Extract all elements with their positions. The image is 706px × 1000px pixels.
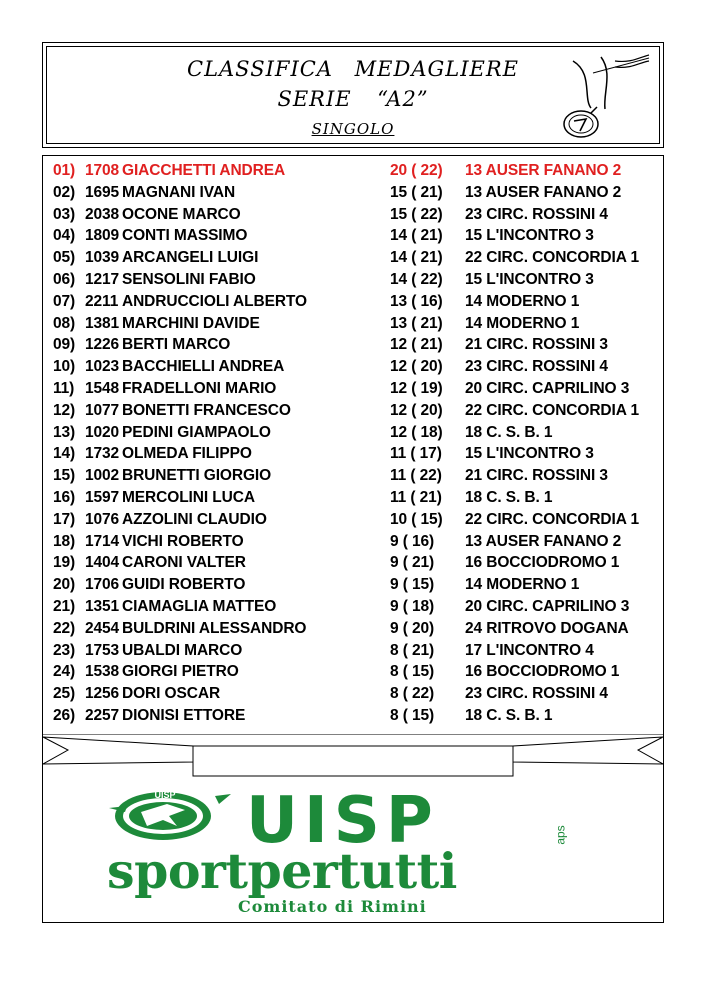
row-name: OCONE MARCO [122, 205, 241, 223]
row-score: 14 ( 21) [390, 249, 443, 267]
row-team: 18 C. S. B. 1 [465, 423, 553, 441]
row-team: 21 CIRC. ROSSINI 3 [465, 336, 608, 354]
row-score: 12 ( 20) [390, 401, 443, 419]
row-rank: 10) [53, 358, 76, 376]
row-score: 11 ( 21) [390, 488, 442, 506]
row-name: BRUNETTI GIORGIO [122, 467, 272, 485]
row-rank: 18) [53, 532, 76, 550]
row-code: 1548 [85, 379, 120, 397]
row-name: VICHI ROBERTO [122, 532, 244, 550]
row-code: 1714 [85, 532, 120, 550]
row-rank: 11) [53, 379, 75, 397]
row-rank: 21) [53, 597, 76, 615]
row-name: MERCOLINI LUCA [122, 488, 255, 506]
row-rank: 17) [53, 510, 76, 528]
row-score: 12 ( 21) [390, 336, 443, 354]
row-code: 2257 [85, 706, 120, 724]
row-rank: 24) [53, 663, 76, 681]
row-team: 23 CIRC. ROSSINI 4 [465, 358, 608, 376]
row-team: 18 C. S. B. 1 [465, 706, 553, 724]
row-code: 1256 [85, 685, 120, 703]
row-score: 9 ( 16) [390, 532, 435, 550]
row-code: 1404 [85, 554, 120, 572]
row-code: 1076 [85, 510, 120, 528]
row-code: 1753 [85, 641, 120, 659]
row-code: 1023 [85, 358, 120, 376]
row-code: 1732 [85, 445, 120, 463]
row-team: 13 AUSER FANANO 2 [465, 183, 622, 201]
row-name: FRADELLONI MARIO [122, 379, 277, 397]
row-team: 18 C. S. B. 1 [465, 488, 553, 506]
row-name: ARCANGELI LUIGI [122, 249, 259, 267]
runner-badge-icon [107, 786, 239, 850]
row-score: 11 ( 17) [390, 445, 442, 463]
row-score: 12 ( 18) [390, 423, 443, 441]
row-team: 14 MODERNO 1 [465, 576, 580, 594]
row-name: BACCHIELLI ANDREA [122, 358, 285, 376]
row-name: SENSOLINI FABIO [122, 270, 256, 288]
ranking-list [42, 155, 664, 923]
row-code: 1351 [85, 597, 120, 615]
row-score: 20 ( 22) [390, 162, 443, 179]
row-score: 9 ( 21) [390, 554, 435, 572]
row-team: 24 RITROVO DOGANA [465, 619, 629, 637]
row-name: BULDRINI ALESSANDRO [122, 619, 307, 637]
title-line-1: CLASSIFICA MEDAGLIERE [187, 57, 519, 81]
row-rank: 15) [53, 467, 76, 485]
row-rank: 06) [53, 270, 76, 288]
row-rank: 14) [53, 445, 76, 463]
row-rank: 25) [53, 685, 76, 703]
row-rank: 12) [53, 401, 76, 419]
row-code: 2211 [85, 292, 119, 310]
logo-brand: UISP [246, 784, 439, 858]
row-name: DORI OSCAR [122, 685, 221, 703]
row-rank: 19) [53, 554, 76, 572]
row-rank: 03) [53, 205, 76, 223]
header-inner-border [46, 46, 660, 144]
row-score: 12 ( 19) [390, 379, 443, 397]
row-name: GUIDI ROBERTO [122, 576, 246, 594]
row-code: 1695 [85, 183, 120, 201]
row-rank: 08) [53, 314, 76, 332]
row-score: 10 ( 15) [390, 510, 443, 528]
row-name: AZZOLINI CLAUDIO [122, 510, 267, 528]
row-rank: 04) [53, 227, 76, 245]
row-rank: 01) [53, 162, 76, 179]
row-code: 1217 [85, 270, 120, 288]
row-score: 15 ( 22) [390, 205, 443, 223]
row-team: 22 CIRC. CONCORDIA 1 [465, 401, 639, 419]
row-team: 23 CIRC. ROSSINI 4 [465, 685, 608, 703]
row-code: 1020 [85, 423, 120, 441]
row-rank: 02) [53, 183, 76, 201]
logo-aps: aps [553, 825, 568, 845]
row-name: PEDINI GIAMPAOLO [122, 423, 271, 441]
row-code: 2038 [85, 205, 120, 223]
row-team: 21 CIRC. ROSSINI 3 [465, 467, 608, 485]
row-team: 20 CIRC. CAPRILINO 3 [465, 379, 630, 397]
row-rank: 22) [53, 619, 76, 637]
row-team: 20 CIRC. CAPRILINO 3 [465, 597, 630, 615]
row-team: 14 MODERNO 1 [465, 314, 580, 332]
row-score: 14 ( 21) [390, 227, 443, 245]
logo-committee: Comitato di Rimini [238, 897, 427, 916]
row-code: 1538 [85, 663, 120, 681]
row-team: 13 AUSER FANANO 2 [465, 532, 622, 550]
row-score: 8 ( 15) [390, 706, 435, 724]
row-team: 17 L'INCONTRO 4 [465, 641, 594, 659]
header-box [42, 42, 664, 148]
row-name: GIORGI PIETRO [122, 663, 239, 681]
row-rank: 20) [53, 576, 76, 594]
row-score: 14 ( 22) [390, 270, 443, 288]
row-team: 15 L'INCONTRO 3 [465, 270, 594, 288]
row-team: 13 AUSER FANANO 2 [465, 162, 622, 179]
row-rank: 13) [53, 423, 76, 441]
logo-tagline: sportpertutti [107, 842, 457, 900]
row-team: 16 BOCCIODROMO 1 [465, 554, 620, 572]
row-score: 12 ( 20) [390, 358, 443, 376]
row-code: 1039 [85, 249, 120, 267]
row-score: 8 ( 15) [390, 663, 435, 681]
row-team: 22 CIRC. CONCORDIA 1 [465, 249, 639, 267]
row-score: 9 ( 15) [390, 576, 435, 594]
row-name: CIAMAGLIA MATTEO [122, 597, 277, 615]
row-name: MAGNANI IVAN [122, 183, 236, 201]
row-code: 2454 [85, 619, 120, 637]
title-line-2: SERIE “A2” [277, 87, 429, 111]
row-rank: 09) [53, 336, 76, 354]
row-name: OLMEDA FILIPPO [122, 445, 252, 463]
row-code: 1381 [85, 314, 120, 332]
row-name: GIACCHETTI ANDREA [122, 162, 286, 179]
row-team: 23 CIRC. ROSSINI 4 [465, 205, 608, 223]
row-name: MARCHINI DAVIDE [122, 314, 260, 332]
row-score: 13 ( 16) [390, 292, 443, 310]
row-score: 13 ( 21) [390, 314, 443, 332]
row-rank: 07) [53, 292, 76, 310]
row-name: BERTI MARCO [122, 336, 231, 354]
row-score: 15 ( 21) [390, 183, 443, 201]
row-score: 9 ( 18) [390, 597, 435, 615]
row-team: 15 L'INCONTRO 3 [465, 445, 594, 463]
row-code: 1002 [85, 467, 120, 485]
row-name: ANDRUCCIOLI ALBERTO [122, 292, 307, 310]
uisp-logo [103, 784, 603, 919]
row-rank: 23) [53, 641, 76, 659]
row-score: 9 ( 20) [390, 619, 435, 637]
row-team: 22 CIRC. CONCORDIA 1 [465, 510, 639, 528]
row-rank: 05) [53, 249, 76, 267]
subtitle: SINGOLO [311, 120, 395, 138]
row-code: 1809 [85, 227, 120, 245]
row-code: 1597 [85, 488, 120, 506]
row-name: CARONI VALTER [122, 554, 246, 572]
row-name: BONETTI FRANCESCO [122, 401, 291, 419]
row-name: CONTI MASSIMO [122, 227, 248, 245]
row-team: 16 BOCCIODROMO 1 [465, 663, 620, 681]
row-name: DIONISI ETTORE [122, 706, 246, 724]
badge-label: UISP [154, 790, 176, 800]
row-score: 8 ( 22) [390, 685, 435, 703]
medal-icon [553, 53, 653, 141]
row-rank: 26) [53, 706, 76, 724]
row-team: 15 L'INCONTRO 3 [465, 227, 594, 245]
row-code: 1226 [85, 336, 120, 354]
row-code: 1077 [85, 401, 120, 419]
row-score: 11 ( 22) [390, 467, 442, 485]
row-team: 14 MODERNO 1 [465, 292, 580, 310]
row-score: 8 ( 21) [390, 641, 435, 659]
row-rank: 16) [53, 488, 76, 506]
row-code: 1708 [85, 162, 120, 179]
row-name: UBALDI MARCO [122, 641, 243, 659]
row-code: 1706 [85, 576, 120, 594]
